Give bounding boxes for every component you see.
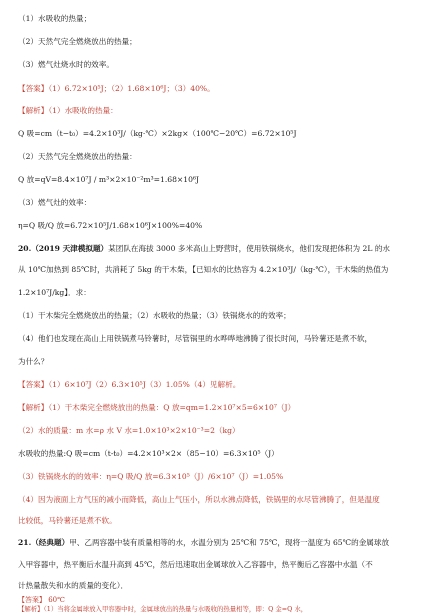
question-part-2: （2）天然气完全燃烧放出的热量； xyxy=(18,37,137,46)
question-21-header xyxy=(18,538,431,548)
question-text: 1.2×10⁷J/kg】．求： xyxy=(18,288,91,297)
question-text: 入甲容器中，热平衡后水温升高到 45℃，然后迅速取出金属球放入乙容器中，热平衡后乙容器中水温（不 xyxy=(18,560,373,569)
answer-line: 【答案】（1）6×10⁷J（2）6.3×10⁵J（3）1.05%（4）见解析。 xyxy=(18,380,241,389)
analysis-line: （2）水的质量：m 水=ρ 水 V 水=1.0×10³×2×10⁻³=2（kg） xyxy=(18,426,240,435)
question-number: 20.（2019 天津模拟题） xyxy=(18,244,109,253)
formula-line: Q 吸=cm（t−t₀）=4.2×10³J/（kg·℃）×2kg×（100℃−20℃）=6.72×10⁵J xyxy=(18,129,297,138)
analysis-line: 比较低，马铃薯还是煮不软。 xyxy=(18,516,117,525)
analysis-step: （2）天然气完全燃烧放出的热量： xyxy=(18,152,137,161)
formula-line: Q 放=qV=8.4×10⁷J / m³×2×10⁻²m³=1.68×10⁶J xyxy=(18,175,200,184)
analysis-step: （3）燃气灶的效率： xyxy=(18,198,92,207)
question-part-1: （1）水吸收的热量； xyxy=(18,14,92,23)
analysis-line: 【解析】（1）干木柴完全燃烧放出的热量：Q 放=qm=1.2×10⁷×5=6×10⁷（J） xyxy=(18,403,296,412)
question-text: 从 10℃加热到 85℃时，共消耗了 5kg 的干木柴，【已知水的比热容为 4.2×10³J/（kg·℃），干木柴的热值为 xyxy=(18,265,389,274)
formula-line: η=Q 吸/Q 放=6.72×10⁵J/1.68×10⁶J×100%=40% xyxy=(18,221,203,230)
question-20-header xyxy=(18,244,431,254)
analysis-line: （3）铁锅烧水的的效率：η=Q 吸/Q 放=6.3×10⁵（J）/6×10⁷（J）=1.05% xyxy=(18,472,284,481)
question-text: 某团队在海拔 3000 多米高山上野营时，使用铁锅烧水，他们发现把体积为 2L 的水 xyxy=(108,244,391,253)
question-number: 21.（经典题） xyxy=(18,538,70,547)
analysis-heading: 【解析】（1）水吸收的热量： xyxy=(18,106,118,115)
answer-line: 【答案】（1）6.72×10⁵J；（2）1.68×10⁶J；（3）40%。 xyxy=(18,84,215,93)
question-text: 为什么？ xyxy=(18,357,49,366)
formula-line: 水吸收的热量:Q 吸=cm（t-t₀）=4.2×10³×2×（85−10）=6.3×10⁵（J） xyxy=(18,449,279,458)
question-parts: （1）干木柴完全燃烧放出的热量；（2）水吸收的热量；（3）铁锅烧水的的效率； xyxy=(18,311,291,320)
question-text: 甲、乙两容器中装有质量相等的水，水温分别为 25℃和 75℃，现将一温度为 65℃的金属球放 xyxy=(69,538,390,547)
answer-line: 【答案】 60℃ xyxy=(18,596,65,604)
analysis-line: 【解析】（1）当将金属球放入甲容器中时，金属球放出的热量与水吸收的热量相等，即：Q 金=Q 水， xyxy=(18,605,308,613)
question-part-3: （3）燃气灶烧水时的效率。 xyxy=(18,60,114,69)
question-part-4: （4）他们也发现在高山上用铁锅煮马铃薯时，尽管锅里的水哗哗地沸腾了很长时间，马铃薯还是煮不软， xyxy=(18,334,373,343)
analysis-line: （4）因为液面上方气压的减小而降低，高山上气压小，所以水沸点降低，铁锅里的水尽管沸腾了，但是温度 xyxy=(18,495,380,504)
question-text: 计热量散失和水的质量的变化）． xyxy=(18,581,129,590)
